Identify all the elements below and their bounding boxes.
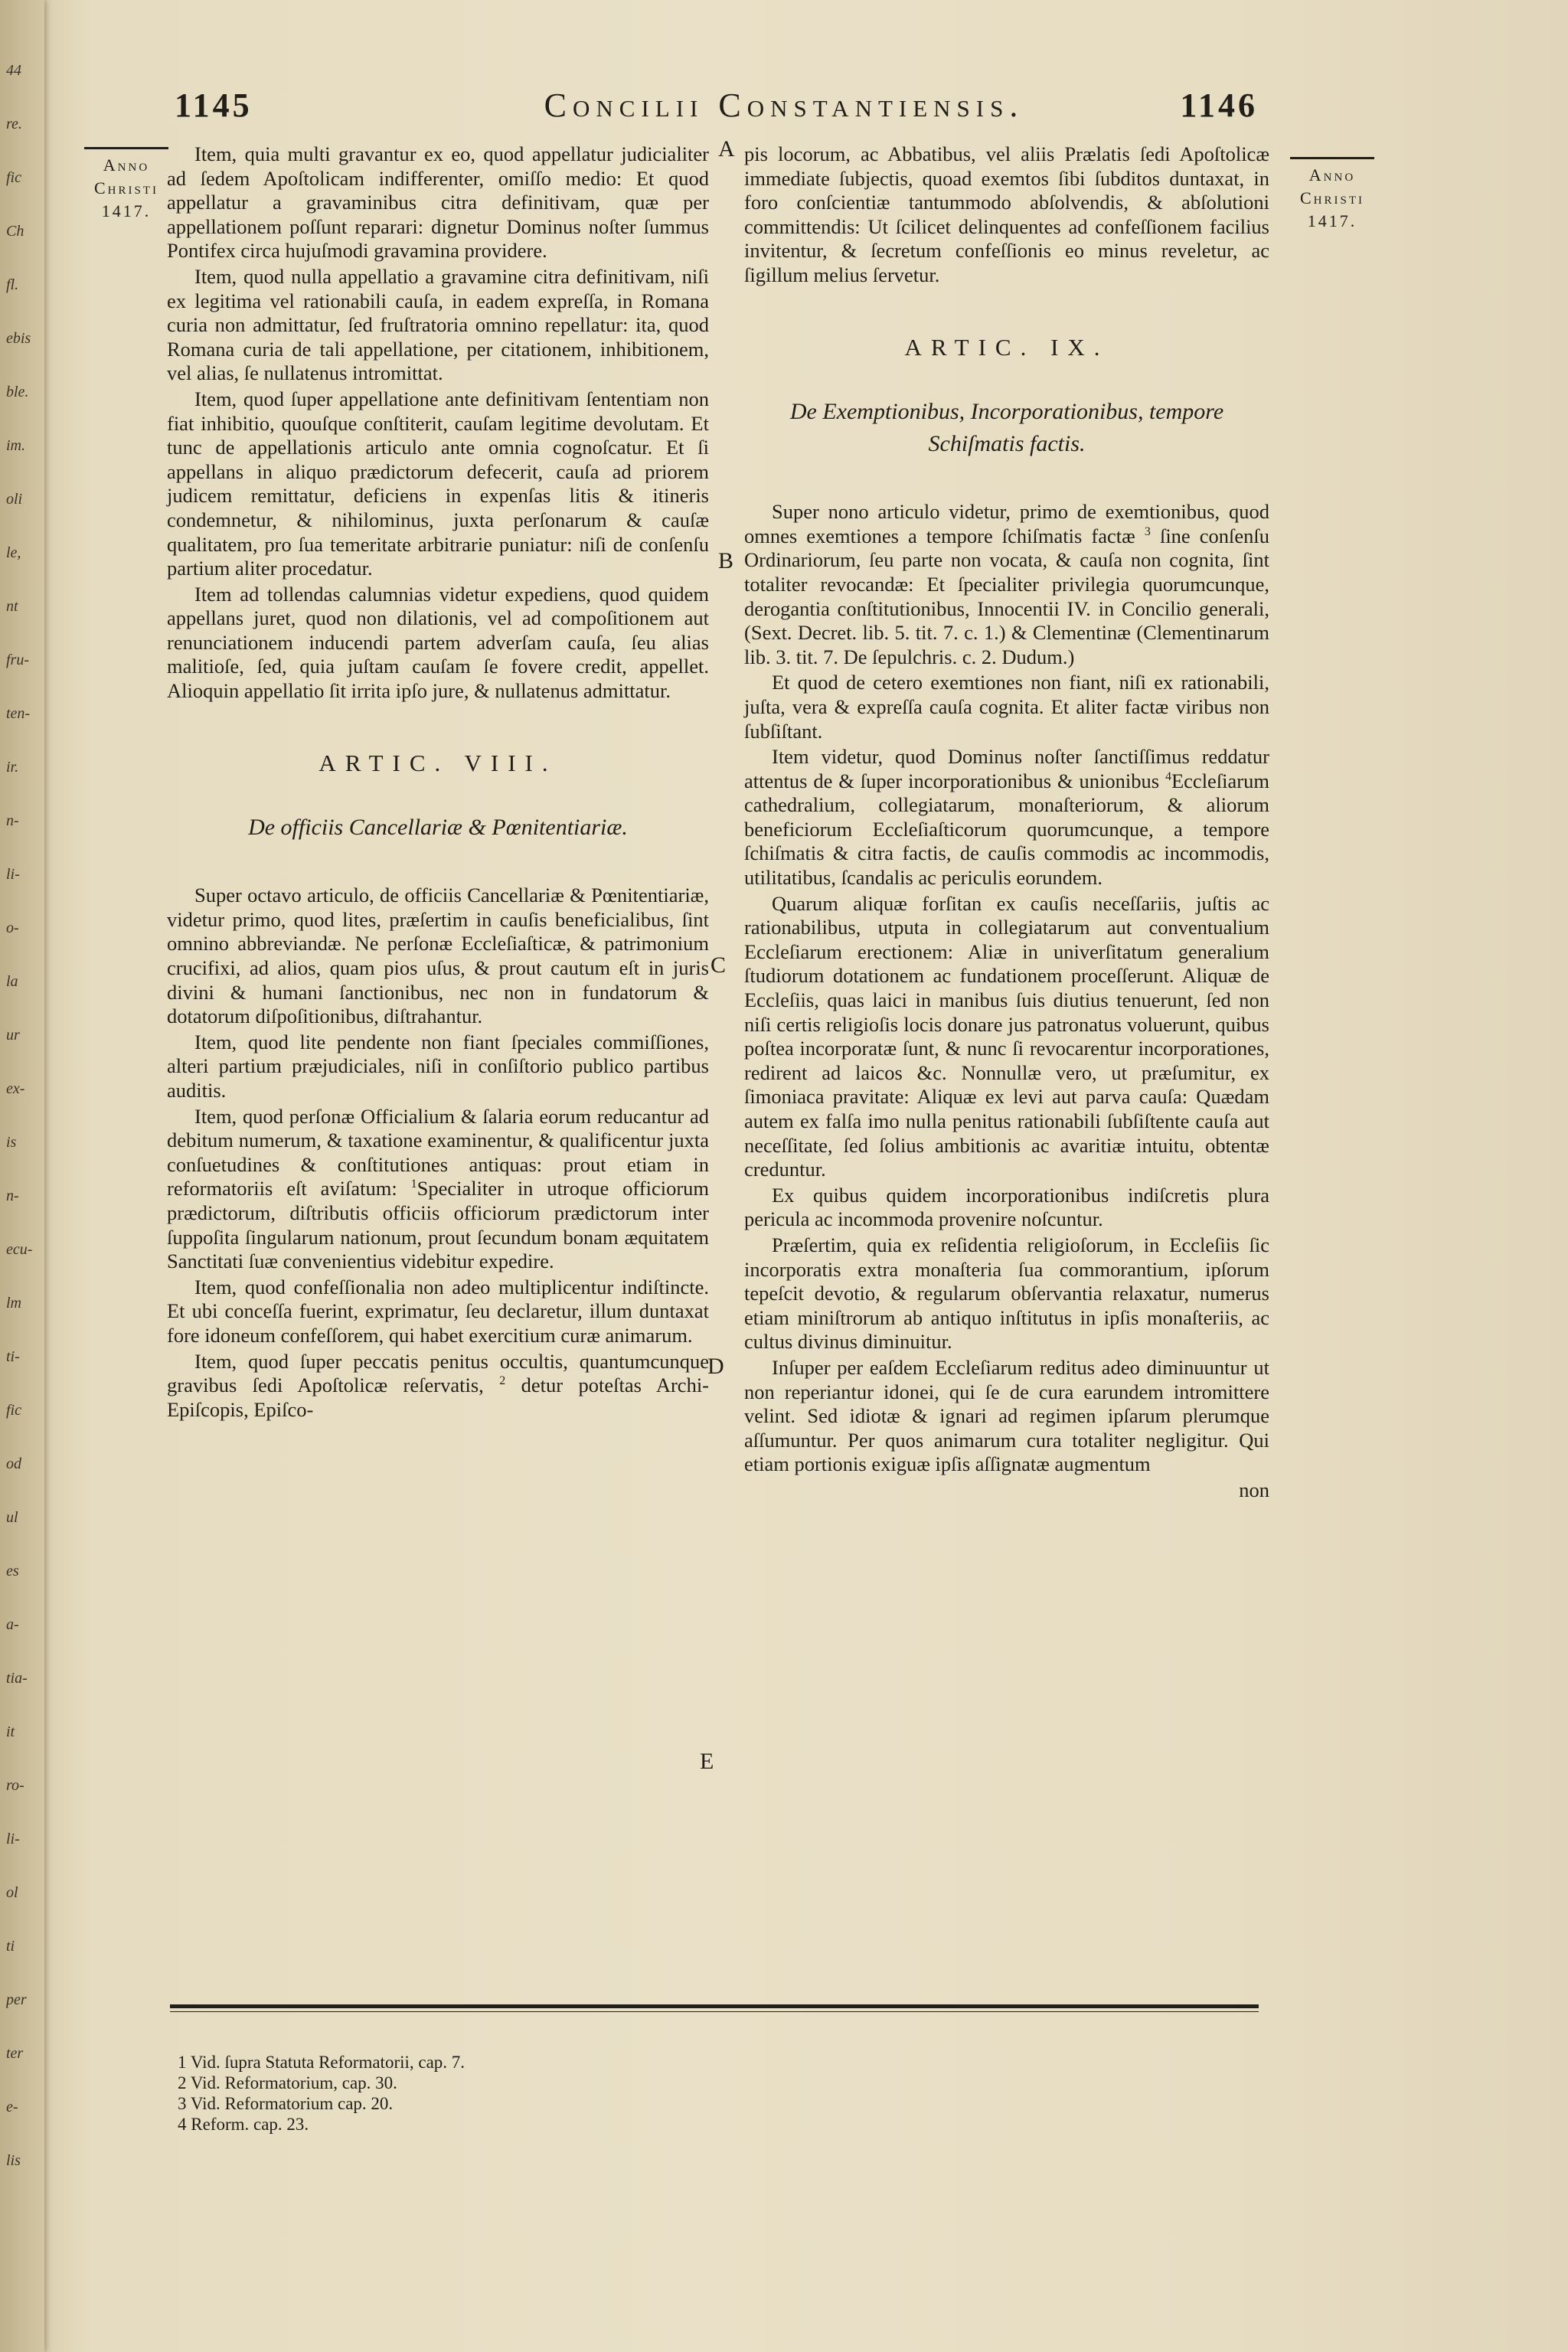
footnote-divider-thin — [170, 2011, 1259, 2012]
footnotes — [178, 2052, 465, 2135]
article-heading: ARTIC. VIII. — [318, 749, 557, 776]
edge-fragment: ex- — [6, 1080, 25, 1097]
paragraph: Super octavo articulo, de officiis Cancellariæ & Pœnitentiariæ, videtur primo, quod lites, præſertim in cauſis beneficialibus, ſint omnino abbreviandæ. Ne perſonæ Eccleſiaſticæ, & patrimonium crucifixi, ad alios, quam pios uſus, & prout cautum eſt in juris divini & humani ſanctionibus, nec non in fundatorum & dotatorum diſpoſitionibus, diſtrahantur. — [167, 884, 709, 1028]
margin-note-line: Anno — [1308, 165, 1356, 185]
edge-fragment: re. — [6, 116, 22, 132]
footnote: 3 Vid. Reformatorium cap. 20. — [178, 2094, 394, 2113]
paragraph: Et quod de cetero exemtiones non fiant, niſi ex rationabili, juſta, vera & expreſſa cauſa cognita. Et aliter factæ viribus non ſubſiſtant. — [744, 671, 1269, 743]
section-letter-c: C — [710, 952, 727, 978]
paragraph: Item, quia multi gravantur ex eo, quod appellatur judicialiter ad ſedem Apoſtolicam indifferenter, omiſſo medio: Et quod appellatur a gravaminibus citra definitivam, quæ per appellationem poſſunt reparari: dignetur Dominus noſter ſummus Pontifex circa hujuſmodi gravamina providere. — [167, 142, 709, 263]
edge-fragment: es — [6, 1563, 19, 1579]
page-number-right: 1146 — [1180, 87, 1258, 124]
margin-year-note-right — [1286, 157, 1378, 233]
edge-fragment: fl. — [6, 276, 19, 293]
margin-note-line: 1417. — [101, 201, 152, 220]
paragraph — [167, 1350, 709, 1423]
paragraph: Item, quod lite pendente non fiant ſpeciales commiſſiones, alteri partium præjudiciales, niſi in conſiſtorio publico partibus auditis. — [167, 1030, 709, 1102]
article-title: De Exemptionibus, Incorporationibus, tempore Schiſmatis factis. — [789, 399, 1224, 457]
edge-fragment: la — [6, 973, 18, 990]
edge-fragment: fru- — [6, 652, 29, 668]
edge-fragment: lm — [6, 1295, 21, 1312]
edge-fragment: it — [6, 1723, 15, 1740]
footnote-marker: 4 — [1165, 769, 1171, 783]
paragraph: Quarum aliquæ forſitan ex cauſis neceſſariis, juſtis ac rationabilibus, utputa in collegiatarum aut conventualium Eccleſiarum erectionem: Aliæ in univerſitatum generalium ſtudiorum dotationem ac fundationem proceſſerunt. Aliquæ de Eccleſiis, quas laici in manibus ſuis diutius tenuerunt, ſed non niſi certis religioſis locis donare jus patronatus voluerunt, quibus poſtea incorporatæ ſunt, & nunc ſi revocarentur incorporationes, redirent ad laicos &c. Nonnullæ vero, ut præſumitur, ex ſimoniaca pravitate: Aliquæ ex levi aut parva cauſa: Quædam autem ex falſa imo nulla penitus rationabili ſubſiſtente cauſa aut neceſſitate, ſed ſolius ambitionis ac avaritiæ intuitu, obtentæ creduntur. — [744, 891, 1269, 1181]
footnote-marker: 3 — [1144, 524, 1151, 538]
left-column — [167, 142, 709, 1423]
edge-fragment: ol — [6, 1884, 18, 1901]
margin-note-line: 1417. — [1307, 211, 1357, 230]
edge-fragment: n- — [6, 812, 19, 829]
paragraph: Præſertim, quia ex reſidentia religioſorum, in Eccleſiis ſic incorporatis extra monaſteria ſua commorantium, ipſorum tepeſcit devotio, & regularum obſervantia relaxatur, numerus etiam miniſtrorum ab antiquo inſtitutus in ipſis monaſteriis, ac cultus divinus diminuitur. — [744, 1233, 1269, 1354]
edge-fragment: a- — [6, 1616, 19, 1633]
running-title: Concilii Constantiensis. — [544, 87, 1024, 124]
edge-fragment: Ch — [6, 223, 24, 240]
paragraph — [744, 745, 1269, 890]
edge-fragment: fic — [6, 169, 21, 186]
section-letter-e: E — [700, 1749, 714, 1774]
paragraph: Item, quod ſuper appellatione ante definitivam ſententiam non fiat inhibitio, quouſque conſtiterit, cauſam legitime devolutam. Et tunc de appellationis articulo ante omnia cognoſcatur. Et ſi appellans in aliquo prædictorum defecerit, cauſa ad priorem judicem remittatur, deficiens in expenſas litis & itineris condemnetur, & nihilominus, juxta perſonarum & cauſæ qualitatem, pro ſua temeritate arbitrarie puniatur: niſi de conſenſu partium aliter procedatur. — [167, 387, 709, 580]
edge-fragment: ten- — [6, 705, 31, 722]
margin-note-line: Christi — [93, 178, 158, 198]
section-letter-b: B — [718, 548, 734, 573]
edge-fragment: ur — [6, 1027, 20, 1044]
margin-rule — [84, 147, 168, 149]
page-number-left: 1145 — [175, 87, 253, 124]
margin-note-line: Anno — [103, 155, 150, 175]
edge-fragment: nt — [6, 598, 18, 615]
edge-fragment: ble. — [6, 384, 29, 400]
paragraph — [744, 500, 1269, 669]
footnote: 2 Vid. Reformatorium, cap. 30. — [178, 2073, 397, 2092]
edge-fragment: ul — [6, 1509, 18, 1526]
paragraph-text: Eccleſiarum cathedralium, collegiatarum, monaſteriorum, & aliorum beneficiorum Eccleſiaſticorum quorumcunque, a tempore ſchiſmatis & citra factis, de cauſis commodis ac incommodis, utilitatibus, ſcandalis ac periculis eorundem. — [744, 769, 1269, 890]
paragraph-text: Item videtur, quod Dominus noſter ſanctiſſimus reddatur attentus de & ſuper incorporationibus & unionibus — [744, 745, 1269, 792]
edge-fragment: fic — [6, 1402, 21, 1419]
footnote-marker: 1 — [410, 1178, 417, 1191]
paragraph-text: Item, quod perſonæ Officialium & ſalaria eorum reducantur ad debitum numerum, & taxatione examinentur, & qualificentur juxta conſuetudines & conſtitutiones antiquas: prout etiam in reformatoriis eſt aviſatum: — [167, 1104, 709, 1200]
edge-fragment: od — [6, 1455, 21, 1472]
edge-fragment: e- — [6, 2099, 18, 2115]
edge-fragment: o- — [6, 920, 19, 936]
edge-fragment: ti — [6, 1938, 15, 1955]
paragraph-text: ſine conſenſu Ordinariorum, ſeu parte non vocata, & cauſa non cognita, ſint totaliter revocandæ: Et ſpecialiter privilegia quorumcunque, derogantia conſtitutionibus, Innocentii IV. in Concilio generali, (Sext. Decret. lib. 5. tit. 7. c. 1.) & Clementinæ (Clementinarum lib. 3. tit. 7. De ſepulchris. c. 2. Dudum.) — [744, 524, 1270, 668]
edge-fragment: ecu- — [6, 1241, 33, 1258]
paragraph-text: Super nono articulo videtur, primo de exemtionibus, quod omnes exemtiones a tempore ſchiſmatis factæ — [744, 500, 1269, 547]
paragraph-text: Item, quod ſuper peccatis penitus occultis, quantumcunque gravibus ſedi Apoſtolicæ reſervatis, — [167, 1349, 709, 1397]
paragraph: Item, quod confeſſionalia non adeo multiplicentur indiſtincte. Et ubi conceſſa fuerint, exprimatur, ſeu declaretur, illum duntaxat fore idoneum confeſſorem, qui habet exercitium curæ animarum. — [167, 1275, 709, 1347]
edge-fragment: tia- — [6, 1670, 28, 1687]
edge-fragment: ro- — [6, 1777, 24, 1794]
edge-fragment: ti- — [6, 1348, 20, 1365]
right-column — [744, 142, 1269, 1503]
catchword: non — [1239, 1478, 1269, 1501]
paragraph-text: detur poteſtas Archi-Epiſcopis, Epiſco- — [167, 1374, 710, 1421]
paragraph: Inſuper per eaſdem Eccleſiarum reditus adeo diminuuntur ut non reperiantur idonei, qui ſe de cura earundem intromittere velint. Sed idiotæ & ignari ad regimen ipſarum plerumque aſſumuntur. Per quos animarum cura totaliter negligitur. Qui etiam portionis exiguæ ipſis aſſignatæ augmentum — [744, 1355, 1269, 1476]
edge-fragment: 44 — [6, 62, 21, 79]
edge-fragment: im. — [6, 437, 25, 454]
edge-fragment: le, — [6, 544, 21, 561]
article-title: De officiis Cancellariæ & Pœnitentiariæ. — [248, 815, 628, 841]
edge-fragment: ebis — [6, 330, 31, 347]
edge-fragment: per — [6, 1991, 27, 2008]
article-heading: ARTIC. IX. — [904, 333, 1109, 361]
margin-year-note-left — [80, 147, 172, 223]
edge-fragment: li- — [6, 1831, 20, 1847]
edge-fragment: ter — [6, 2045, 24, 2062]
paragraph: Item ad tollendas calumnias videtur expediens, quod quidem appellans juret, quod non dilationis, vel ad compoſitionem aut renunciationem inducendi partem adverſam cauſa, ſeu alias malitioſe, ſed, quia juſtam cauſam ſe fovere credit, appellet. Alioquin appellatio ſit irrita ipſo jure, & nullatenus admittatur. — [167, 582, 709, 703]
margin-rule — [1290, 157, 1374, 159]
edge-fragment: is — [6, 1134, 17, 1151]
edge-fragment: ir. — [6, 759, 19, 776]
paragraph: Ex quibus quidem incorporationibus indiſcretis plura pericula ac incommoda provenire noſcuntur. — [744, 1183, 1269, 1231]
paragraph-text: Specialiter in utroque officiorum prædictorum, diſtributis officiis officiorum prædictorum inter ſuppoſita ſingularum nationum, prout ſecundum bonam æquitatem Sanctitati ſuæ convenientius videbitur expedire. — [167, 1177, 710, 1273]
section-letter-d: D — [707, 1354, 724, 1379]
footnote: 1 Vid. ſupra Statuta Reformatorii, cap. 7. — [178, 2053, 466, 2072]
paragraph: Item, quod nulla appellatio a gravamine citra definitivam, niſi ex legitima vel rationabili cauſa, in eadem expreſſa, in Romana curia non admittatur, ſed fruſtratoria omnino repellatur: ita, quod Romana curia de tali appellatione, per citationem, inhibitionem, vel alias, ſe nullatenus intromittat. — [167, 264, 709, 385]
edge-fragment: li- — [6, 866, 20, 883]
section-letter-a: A — [718, 136, 735, 162]
footnote-marker: 2 — [499, 1374, 506, 1388]
edge-fragment: oli — [6, 491, 23, 508]
footnote: 4 Reform. cap. 23. — [178, 2115, 309, 2134]
edge-fragment: lis — [6, 2152, 21, 2169]
margin-note-line: Christi — [1299, 188, 1364, 207]
paragraph — [167, 1105, 709, 1274]
edge-fragment: n- — [6, 1187, 19, 1204]
footnote-divider — [170, 2004, 1259, 2008]
paragraph: pis locorum, ac Abbatibus, vel aliis Prælatis ſedi Apoſtolicæ immediate ſubjectis, quoad exemtos ſibi ſubditos duntaxat, in foro conſcientiæ tantummodo abſolvendis, & abſolutioni committendis: Ut ſcilicet delinquentes ad confeſſionem facilius invitentur, & ſecretum confeſſionis eo minus reveletur, ac ſigillum melius ſervetur. — [744, 142, 1269, 286]
